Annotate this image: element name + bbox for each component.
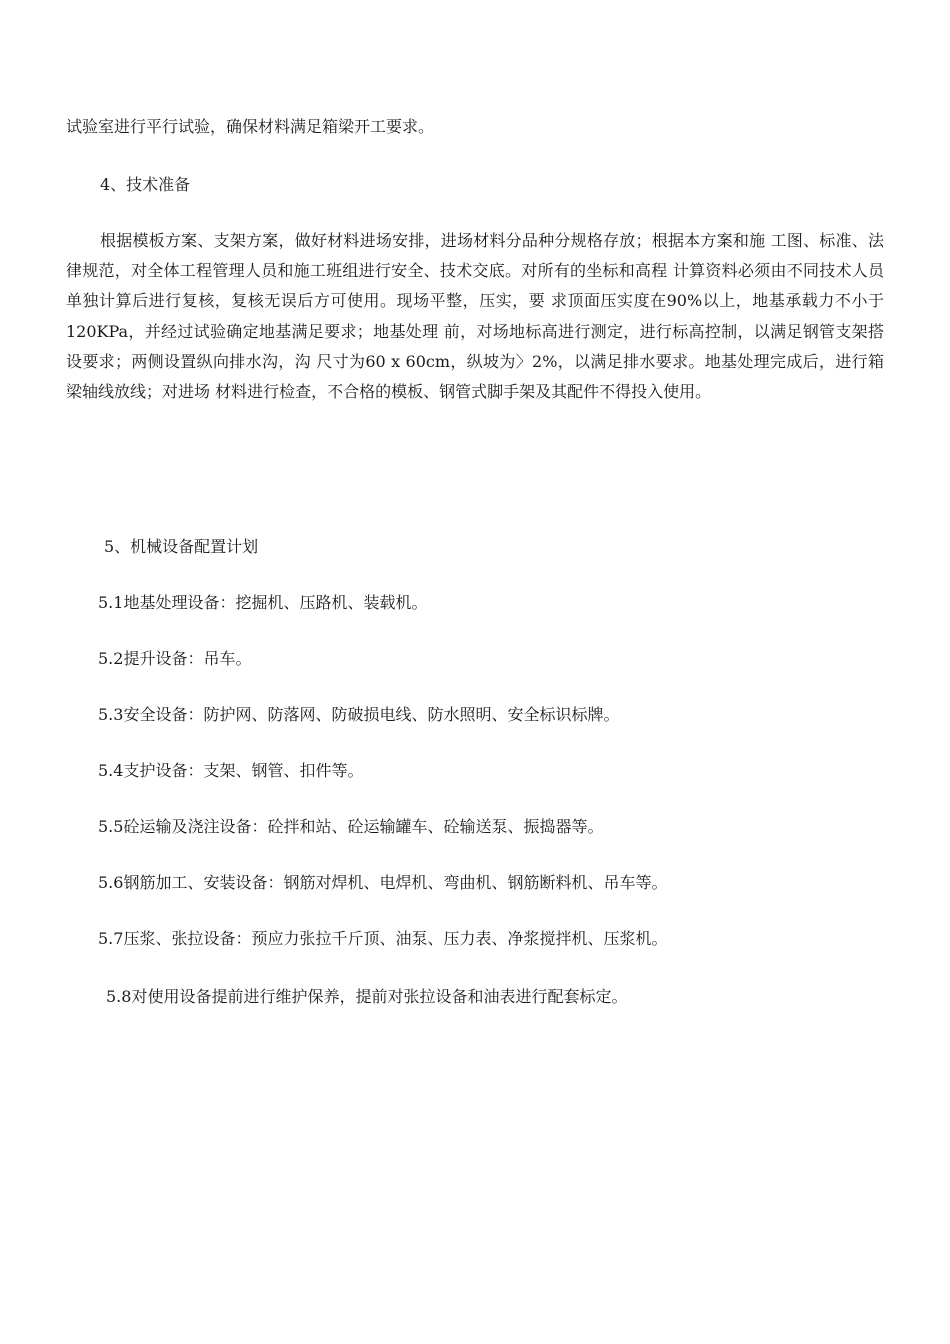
list-item-5-2: 5.2提升设备：吊车。 (98, 649, 252, 668)
section-4-heading: 4、技术准备 (100, 175, 191, 194)
list-item-5-1: 5.1地基处理设备：挖掘机、压路机、装载机。 (98, 593, 428, 612)
list-item-5-3: 5.3安全设备：防护网、防落网、防破损电线、防水照明、安全标识标牌。 (98, 705, 620, 724)
list-item-5-5: 5.5砼运输及浇注设备：砼拌和站、砼运输罐车、砼输送泵、振捣器等。 (98, 817, 604, 836)
section-4-body: 根据模板方案、支架方案，做好材料进场安排，进场材料分品种分规格存放；根据本方案和施 工图、标准、法律规范，对全体工程管理人员和施工班组进行安全、技术交底。对所有的坐标和高程 计算资料必须由不同技术人员单独计算后进行复核，复核无误后方可使用。现场平整，压实，要 求顶面压实度在90%以上，地基承载力不小于120KPa，并经过试验确定地基满足要求；地基处理 前，对场地标高进行测定，进行标高控制，以满足钢管支架搭设要求；两侧设置纵向排水沟，沟 尺寸为60 x 60cm，纵坡为〉2%，以满足排水要求。地基处理完成后，进行箱梁轴线放线；对进场 材料进行检查，不合格的模板、钢管式脚手架及其配件不得投入使用。 (66, 231, 884, 402)
section-5-heading: 5、机械设备配置计划 (104, 537, 259, 556)
list-item-5-8: 5.8对使用设备提前进行维护保养，提前对张拉设备和油表进行配套标定。 (106, 987, 628, 1006)
list-item-5-7: 5.7压浆、张拉设备：预应力张拉千斤顶、油泵、压力表、净浆搅拌机、压浆机。 (98, 929, 668, 948)
list-item-5-6: 5.6钢筋加工、安装设备：钢筋对焊机、电焊机、弯曲机、钢筋断料机、吊车等。 (98, 873, 668, 892)
continuation-paragraph: 试验室进行平行试验，确保材料满足箱梁开工要求。 (66, 117, 435, 136)
list-item-5-4: 5.4支护设备：支架、钢管、扣件等。 (98, 761, 364, 780)
